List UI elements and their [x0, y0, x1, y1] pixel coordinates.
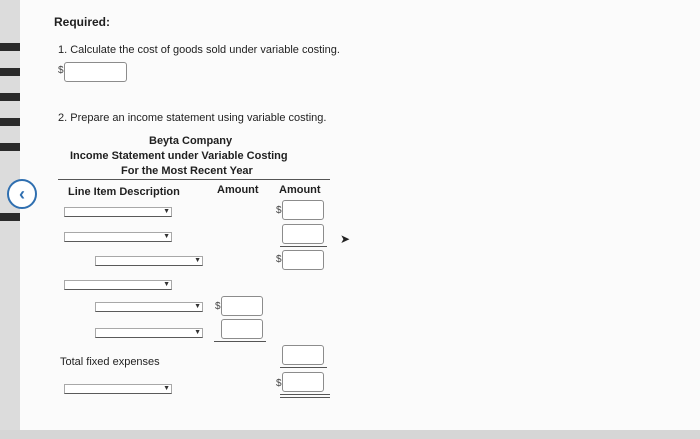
required-heading: Required:: [54, 15, 111, 29]
line-item-select[interactable]: [64, 232, 172, 242]
triangle-down-icon: ▼: [194, 257, 201, 264]
col-header-amount-1: Amount: [217, 184, 259, 196]
sidebar-tick: [0, 143, 20, 151]
subtotal-rule: [280, 246, 327, 247]
line-item-select[interactable]: [95, 256, 203, 266]
sidebar-tick: [0, 213, 20, 221]
amount-input[interactable]: [221, 319, 263, 339]
triangle-down-icon: ▼: [163, 208, 170, 215]
currency-symbol: $: [276, 205, 282, 216]
currency-symbol: $: [276, 254, 282, 265]
line-item-select[interactable]: [95, 302, 203, 312]
amount-input[interactable]: [282, 224, 324, 244]
cogs-input[interactable]: [64, 62, 127, 82]
triangle-down-icon: ▼: [194, 303, 201, 310]
currency-symbol: $: [276, 378, 282, 389]
line-item-select[interactable]: [95, 328, 203, 338]
question-2-text: 2. Prepare an income statement using variable costing.: [58, 112, 327, 124]
statement-title: Income Statement under Variable Costing: [70, 150, 288, 162]
currency-symbol: $: [215, 301, 221, 312]
sidebar-tick: [0, 118, 20, 126]
col-header-description: Line Item Description: [68, 186, 180, 198]
bottom-scrollbar[interactable]: [0, 430, 700, 439]
triangle-down-icon: ▼: [194, 329, 201, 336]
subtotal-rule: [214, 341, 266, 342]
total-fixed-expenses-input[interactable]: [282, 345, 324, 365]
line-item-select[interactable]: [64, 384, 172, 394]
amount-input[interactable]: [221, 296, 263, 316]
total-fixed-expenses-label: Total fixed expenses: [60, 356, 160, 368]
amount-input[interactable]: [282, 200, 324, 220]
sidebar-tick: [0, 93, 20, 101]
currency-symbol: $: [58, 65, 64, 76]
net-amount-input[interactable]: [282, 372, 324, 392]
line-item-select[interactable]: [64, 280, 172, 290]
statement-period: For the Most Recent Year: [121, 165, 253, 177]
sidebar-tick: [0, 68, 20, 76]
sidebar-tick: [0, 43, 20, 51]
triangle-down-icon: ▼: [163, 385, 170, 392]
total-rule: [280, 367, 327, 368]
back-button[interactable]: [7, 179, 37, 209]
col-header-amount-2: Amount: [279, 184, 321, 196]
line-item-select[interactable]: [64, 207, 172, 217]
double-rule-bottom: [280, 397, 330, 398]
double-rule-top: [280, 394, 330, 395]
amount-input[interactable]: [282, 250, 324, 270]
triangle-down-icon: ▼: [163, 233, 170, 240]
question-1-text: 1. Calculate the cost of goods sold under variable costing.: [58, 44, 340, 56]
company-name: Beyta Company: [149, 135, 233, 147]
header-rule: [58, 179, 330, 180]
chevron-left-icon: ‹: [19, 184, 25, 204]
mouse-pointer-icon: ➤: [340, 232, 351, 246]
triangle-down-icon: ▼: [163, 281, 170, 288]
